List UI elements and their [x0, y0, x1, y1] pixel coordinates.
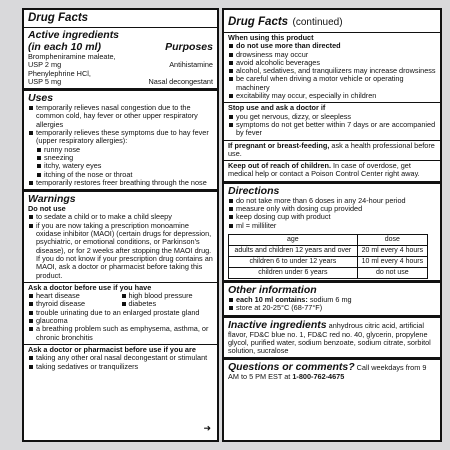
list-item: measure only with dosing cup provided — [228, 205, 436, 213]
list-item: itchy, watery eyes — [36, 162, 213, 170]
drug-facts-left-panel — [22, 8, 219, 442]
active-ingredients-heading: Active ingredients — [28, 29, 120, 41]
list-item: symptoms do not get better within 7 days or are accompanied by fever — [228, 121, 436, 138]
bullet-icon — [29, 319, 33, 323]
list-item: each 10 ml contains: sodium 6 mg — [228, 296, 436, 304]
bullet-icon — [29, 356, 33, 360]
ingredient-2-name: Phenylephrine HCl, — [28, 68, 91, 78]
warnings-section — [24, 189, 217, 282]
list-item: taking sedatives or tranquilizers — [28, 363, 213, 371]
drug-facts-title: Drug Facts — [28, 12, 89, 24]
directions-heading: Directions — [228, 184, 280, 197]
uses-heading: Uses — [28, 92, 54, 105]
ingredient-1-name: Brompheniramine maleate, — [28, 52, 116, 61]
bullet-icon — [29, 224, 33, 228]
bullet-icon — [37, 156, 41, 160]
list-item: high blood pressure — [121, 292, 214, 300]
list-item: diabetes — [121, 300, 214, 308]
bullet-icon — [37, 164, 41, 168]
list-item: excitability may occur, especially in children — [228, 92, 436, 100]
bullet-icon — [229, 215, 233, 219]
bullet-icon — [229, 123, 233, 127]
bullet-icon — [29, 302, 33, 306]
stop-use-section — [224, 102, 440, 139]
ask-pharmacist-heading: Ask a doctor or pharmacist before use if you are — [28, 344, 196, 354]
bullet-icon — [229, 199, 233, 203]
table-row: children under 6 years do not use — [229, 267, 428, 278]
phone-number: 1-800-762-4675 — [292, 372, 345, 382]
questions-text: Call weekdays from 9 AM to 5 PM EST at — [228, 363, 427, 382]
bullet-icon — [29, 131, 33, 135]
list-item: be careful when driving a motor vehicle or operating machinery — [228, 75, 436, 92]
list-item: keep dosing cup with product — [228, 213, 436, 221]
bullet-icon — [29, 327, 33, 331]
list-item: heart disease — [28, 292, 121, 300]
table-row: age dose — [229, 234, 428, 245]
bullet-icon — [29, 294, 33, 298]
continued-label: (continued) — [292, 17, 343, 28]
list-item: avoid alcoholic beverages — [228, 59, 436, 67]
bullet-icon — [229, 298, 233, 302]
bullet-icon — [229, 224, 233, 228]
list-item: you get nervous, dizzy, or sleepless — [228, 113, 436, 121]
pregnancy-text: ask a health professional before use. — [228, 140, 435, 158]
do-not-use-heading: Do not use — [28, 204, 66, 214]
bullet-icon — [29, 215, 33, 219]
list-item: glaucoma — [28, 317, 213, 325]
bullet-icon — [229, 115, 233, 119]
keep-out-section — [224, 160, 440, 181]
bullet-icon — [229, 44, 233, 48]
pregnancy-section — [224, 140, 440, 161]
list-item: do not use more than directed — [228, 42, 436, 50]
bullet-icon — [37, 173, 41, 177]
keep-out-lead: Keep out of reach of children. — [228, 161, 331, 171]
bullet-icon — [29, 365, 33, 369]
dosage-table — [228, 234, 428, 279]
list-item: temporarily relieves these symptoms due to hay fever (upper respiratory allergies): — [28, 129, 213, 146]
when-using-heading: When using this product — [228, 33, 314, 42]
list-item: runny nose — [36, 146, 213, 154]
bullet-icon — [229, 94, 233, 98]
ingredient-1-purpose: Antihistamine — [169, 60, 213, 70]
list-item: a breathing problem such as emphysema, asthma, or chronic bronchitis — [28, 325, 213, 342]
list-item: to sedate a child or to make a child sleepy — [28, 213, 213, 221]
bullet-icon — [29, 181, 33, 185]
other-information-heading: Other information — [228, 283, 317, 296]
bullet-icon — [29, 106, 33, 110]
directions-section — [224, 181, 440, 232]
questions-section — [224, 357, 440, 383]
other-information-section — [224, 280, 440, 315]
list-item: alcohol, sedatives, and tranquilizers may increase drowsiness — [228, 67, 436, 75]
ingredient-2-purpose: Nasal decongestant — [148, 76, 213, 86]
bullet-icon — [229, 207, 233, 211]
inactive-ingredients-heading: Inactive ingredients — [228, 318, 327, 331]
list-item: temporarily restores freer breathing through the nose — [28, 179, 213, 187]
inactive-ingredients-section — [224, 315, 440, 358]
list-item: store at 20-25°C (68-77°F) — [228, 304, 436, 312]
list-item: drowsiness may occur — [228, 51, 436, 59]
drug-facts-right-panel — [222, 8, 442, 442]
bullet-icon — [37, 148, 41, 152]
ask-pharmacist-section — [24, 344, 217, 373]
active-ingredients-subheading: (in each 10 ml) — [28, 41, 101, 53]
purposes-heading: Purposes — [165, 41, 213, 53]
bullet-icon — [229, 61, 233, 65]
inactive-ingredients-text: anhydrous citric acid, artificial flavor, FD&C blue no. 1, FD&C red no. 40, glycerin, propylene glycol, purified water, sodium benzoate, sodium citrate, sorbitol solution, sucralose — [228, 320, 431, 356]
bullet-icon — [229, 69, 233, 73]
pregnancy-lead: If pregnant or breast-feeding, — [228, 140, 330, 150]
ingredient-1-dose: USP 2 mg — [28, 60, 62, 70]
list-item: sneezing — [36, 154, 213, 162]
bullet-icon — [29, 311, 33, 315]
active-ingredients-section — [24, 27, 217, 88]
drug-facts-continued-title: Drug Facts — [228, 16, 289, 28]
warnings-heading: Warnings — [28, 193, 76, 206]
list-item: do not take more than 6 doses in any 24-hour period — [228, 197, 436, 205]
stop-use-heading: Stop use and ask a doctor if — [228, 103, 326, 113]
ask-doctor-heading: Ask a doctor before use if you have — [28, 282, 152, 292]
list-item: trouble urinating due to an enlarged prostate gland — [28, 309, 213, 317]
list-item: if you are now taking a prescription monoamine oxidase inhibitor (MAOI) (certain drugs for depression, psychiatric, or emotional conditions, or Parkinson's disease), or for 2 weeks after stopping the MAOI drug. If you do not know if your prescription drug contains an MAOI, ask a doctor or pharmacist before taking this product. — [28, 222, 213, 280]
list-item: thyroid disease — [28, 300, 121, 308]
keep-out-text: In case of overdose, get medical help or contact a Poison Control Center right away. — [228, 161, 420, 179]
list-item: taking any other oral nasal decongestant or stimulant — [28, 354, 213, 362]
bullet-icon — [229, 306, 233, 310]
continued-arrow-icon: ➜ — [203, 423, 211, 433]
list-item: ml = milliliter — [228, 222, 436, 230]
questions-heading: Questions or comments? — [228, 361, 355, 374]
bullet-icon — [122, 294, 126, 298]
bullet-icon — [229, 77, 233, 81]
when-using-section — [224, 32, 440, 102]
ingredient-2-dose: USP 5 mg — [28, 76, 62, 86]
list-item: itching of the nose or throat — [36, 171, 213, 179]
ask-doctor-section — [24, 282, 217, 344]
table-row: children 6 to under 12 years 10 ml every 4 hours — [229, 256, 428, 267]
table-row: adults and children 12 years and over 20 ml every 4 hours — [229, 245, 428, 256]
list-item: temporarily relieves nasal congestion due to the common cold, hay fever or other upper respiratory allergies — [28, 104, 213, 129]
bullet-icon — [229, 53, 233, 57]
uses-section — [24, 88, 217, 189]
bullet-icon — [122, 302, 126, 306]
